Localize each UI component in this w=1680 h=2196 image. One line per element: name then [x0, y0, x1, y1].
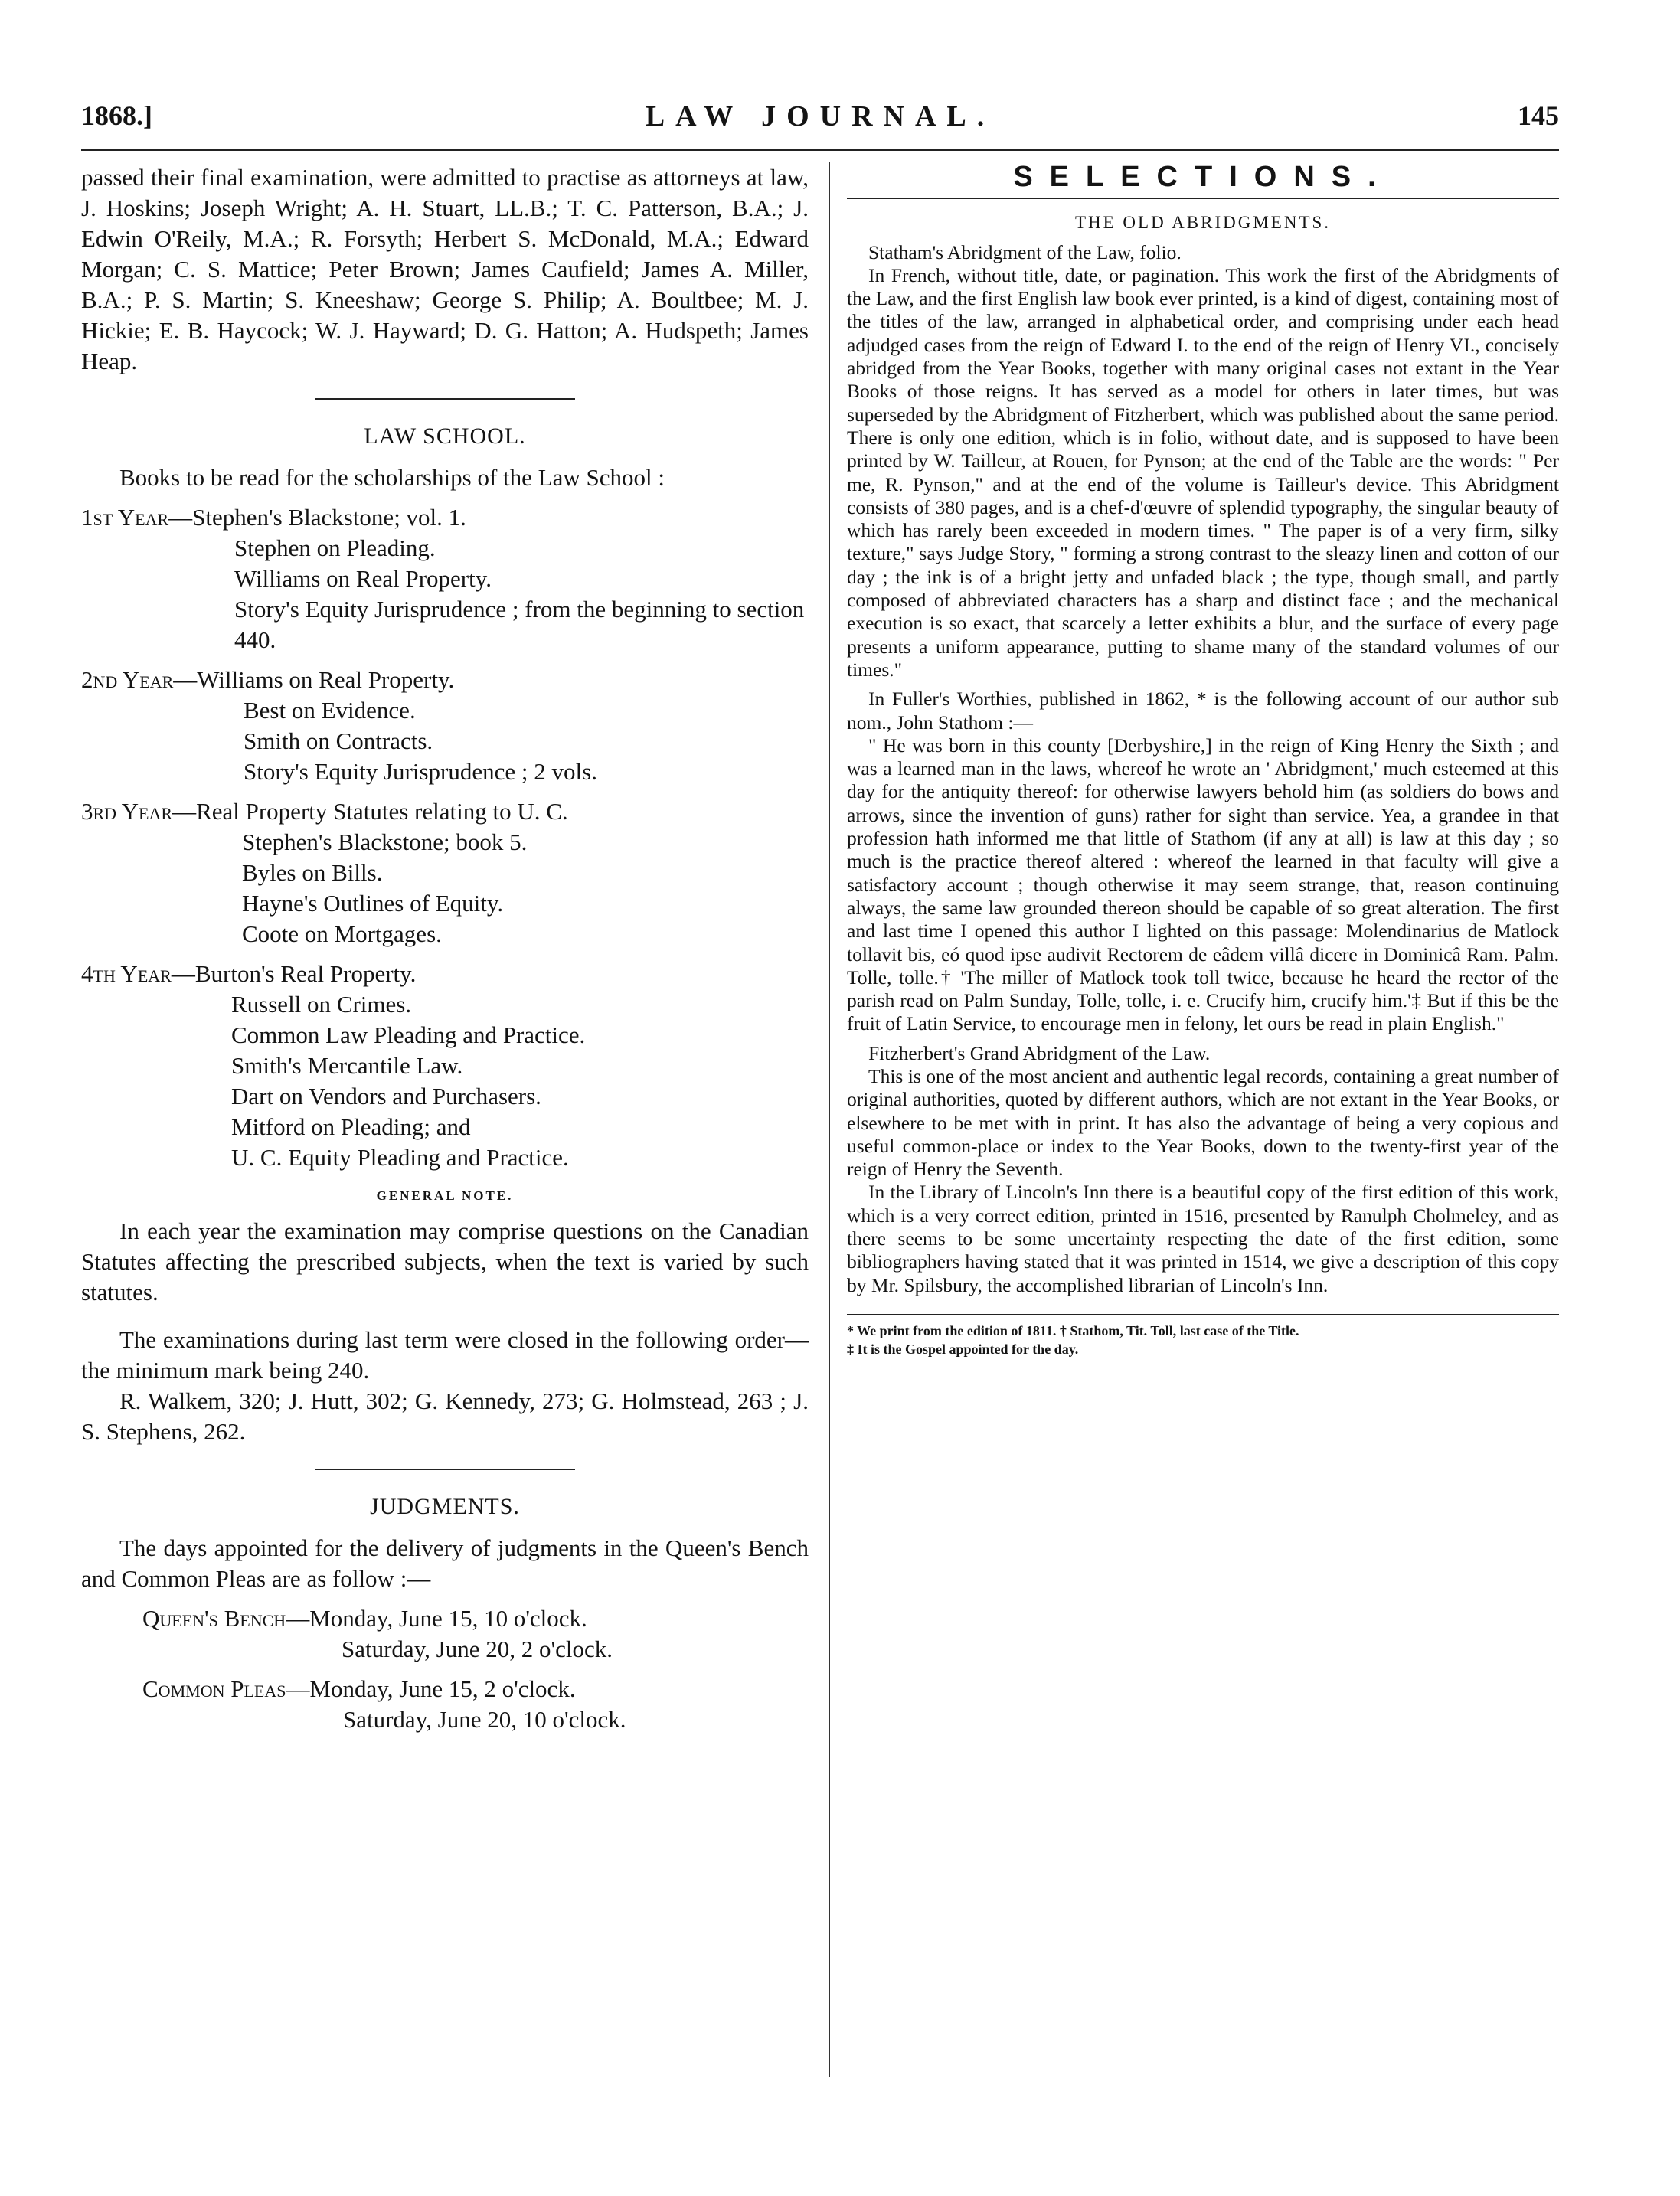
book-title: Common Law Pleading and Practice. — [231, 1021, 586, 1048]
book-title: —Stephen's Blackstone; vol. 1. — [168, 504, 466, 531]
journal-title: LAW JOURNAL. — [645, 100, 995, 132]
year-block-3 — [81, 796, 809, 949]
footnote: ‡ It is the Gospel appointed for the day. — [847, 1341, 1079, 1357]
year-label: 3rd Year — [81, 798, 173, 825]
common-pleas-line — [81, 1674, 809, 1704]
book-title: —Burton's Real Property. — [171, 960, 417, 987]
footnote-rule — [847, 1314, 1559, 1315]
examinations-text: The examinations during last term were closed in the following order—the minimum mark being 240. — [81, 1326, 809, 1384]
book-title: Stephen on Pleading. — [234, 534, 436, 561]
book-title: U. C. Equity Pleading and Practice. — [231, 1144, 569, 1171]
page — [81, 92, 1559, 1733]
book-title: —Real Property Statutes relating to U. C. — [172, 798, 568, 825]
selections-rule — [847, 198, 1559, 199]
year-label: 4th Year — [81, 960, 172, 987]
book-title: Smith's Mercantile Law. — [231, 1052, 463, 1079]
section-divider — [315, 1469, 575, 1470]
fitzherbert-heading: Fitzherbert's Grand Abridgment of the Law. — [868, 1041, 1211, 1064]
book-title: Story's Equity Jurisprudence ; from the beginning to section 440. — [234, 596, 805, 653]
judgments-intro: The days appointed for the delivery of judgments in the Queen's Bench and Common Pleas are as follow :— — [81, 1534, 809, 1592]
book-title: Story's Equity Jurisprudence ; 2 vols. — [244, 758, 597, 785]
book-title: Stephen's Blackstone; book 5. — [242, 828, 528, 855]
queens-bench-line — [81, 1603, 809, 1634]
law-school-intro: Books to be read for the scholarships of the Law School : — [119, 464, 665, 491]
examinations-results: R. Walkem, 320; J. Hutt, 302; G. Kennedy, 273; G. Holmstead, 263 ; J. S. Stephens, 262. — [81, 1387, 809, 1445]
court-label: Queen's Bench — [142, 1605, 286, 1632]
right-column — [847, 162, 1559, 1358]
year-block-4 — [81, 959, 809, 1173]
year-label: 1st Year — [81, 504, 169, 531]
law-school-title: LAW SCHOOL. — [364, 423, 526, 449]
year-block-2 — [81, 665, 809, 787]
fitzherbert-paragraph: This is one of the most ancient and authentic legal records, containing a great number of original authorities, quoted by different authors, which are not extant in the Year Books, or elsewhere to be met with in print. It has also the advantage of being a very copious and useful common-place or index to the Year Books, down to the twenty-first year of the reign of Henry the Seventh. — [847, 1064, 1559, 1181]
statham-heading: Statham's Abridgment of the Law, folio. — [868, 240, 1182, 263]
admitted-paragraph: passed their final examination, were admitted to practise as attorneys at law, J. Hoskins; Joseph Wright; A. H. Stuart, LL.B.; T. C. Patterson, B.A.; J. Edwin O'Reily, M.A.; R. Forsyth; Herbert S. McDonald, M.A.; Edward Morgan; C. S. Mattice; Peter Brown; James Caufield; James A. Miller, B.A.; P. S. Martin; S. Kneeshaw; George S. Philip; A. Boultbee; M. J. Hickie; E. B. Haycock; W. J. Hayward; D. G. Hatton; A. Hudspeth; James Heap. — [81, 164, 809, 374]
header-rule — [81, 149, 1559, 151]
general-note-text: In each year the examination may comprise questions on the Canadian Statutes affecting the prescribed subjects, when the text is varied by such statutes. — [81, 1217, 809, 1306]
court-date: Saturday, June 20, 10 o'clock. — [343, 1706, 626, 1733]
general-note-title: GENERAL NOTE. — [376, 1188, 514, 1203]
court-date: Saturday, June 20, 2 o'clock. — [342, 1636, 613, 1662]
fuller-paragraph: In Fuller's Worthies, published in 1862, * is the following account of our author sub nom., John Stathom :— — [847, 688, 1559, 734]
year-block-1 — [81, 502, 809, 655]
left-column — [81, 162, 809, 1735]
book-title: Mitford on Pleading; and — [231, 1113, 471, 1140]
selections-title: SELECTIONS. — [1013, 161, 1393, 193]
judgments-title: JUDGMENTS. — [370, 1494, 520, 1519]
old-abridgments-title: THE OLD ABRIDGMENTS. — [1074, 213, 1332, 233]
court-label: Common Pleas — [142, 1675, 286, 1702]
book-title: Smith on Contracts. — [244, 727, 433, 754]
footnotes — [847, 1322, 1559, 1358]
book-title: Best on Evidence. — [244, 697, 416, 724]
section-divider — [315, 398, 575, 400]
book-title: Williams on Real Property. — [234, 565, 492, 592]
lincolns-inn-paragraph: In the Library of Lincoln's Inn there is a beautiful copy of the first edition of this work, which is a very correct edition, printed in 1516, presented by Ranulph Cholmeley, and as there seems to be some uncertainty respecting the date of the first edition, some bibliographers having stated that it was printed in 1514, we give a description of this copy by Mr. Spilsbury, the accomplished librarian of Lincoln's Inn. — [847, 1181, 1559, 1296]
header-year: 1868.] — [81, 100, 152, 131]
column-divider — [829, 162, 830, 2077]
book-title: Dart on Vendors and Purchasers. — [231, 1083, 541, 1109]
statham-paragraph: In French, without title, date, or pagination. This work the first of the Abridgments of the Law, and the first English law book ever printed, is a kind of digest, containing most of the titles of the law, arranged in alphabetical order, and comprising under each head adjudged cases from the reign of Edward I. to the end of the reign of Henry VI., concisely abridged from the Year Books, together with many original cases not extant in the Year Books of those reigns. It has served as a model for others in later times, but was superseded by the Abridgment of Fitzherbert, which was published about the same period. There is only one edition, which is in folio, without date, and is supposed to have been printed by W. Tailleur, at Rouen, for Pynson; at the end of the Table are the words: " Per me, R. Pynson," and at the end of the volume is Tailleur's device. This Abridgment consists of 380 pages, and is a chef-d'œuvre of splendid typography, the singular beauty of which has rarely been exceeded in modern times. " The paper is of a very firm, silky texture," says Judge Story, " forming a strong contrast to the sleazy linen and cotton of our day ; the ink is of a bright jetty and unfaded black ; the type, though small, and partly composed of abbreviated characters has a sharp and distinct face ; and the mechanical execution is so exact, that scarcely a letter exhibits a blur, and the surface of every page presents a uniform appearance, putting to shame many of the standard volumes of our times." — [847, 263, 1559, 681]
book-title: Coote on Mortgages. — [242, 920, 442, 947]
year-label: 2nd Year — [81, 666, 174, 693]
book-title: Hayne's Outlines of Equity. — [242, 890, 504, 917]
book-title: —Williams on Real Property. — [173, 666, 455, 693]
book-title: Byles on Bills. — [242, 859, 383, 886]
page-number: 145 — [1518, 100, 1559, 131]
court-date: —Monday, June 15, 10 o'clock. — [286, 1605, 587, 1632]
running-header — [81, 92, 1559, 142]
book-title: Russell on Crimes. — [231, 991, 412, 1018]
fuller-quote: " He was born in this county [Derbyshire,] in the reign of King Henry the Sixth ; and was a learned man in the laws, whereof he wrote an ' Abridgment,' much esteemed at this day for the antiquity thereof: for otherwise lawyers behold him (as soldiers do bows and arrows, since the invention of guns) rather for sight than service. Yea, a grandee in that profession hath informed me that little of Stathom (if any at all) is law at this day ; so much is the practice thereof altered : whereof the learned in that faculty will give a satisfactory account ; though otherwise it may seem strange, that, reason continuing always, the same law grounded thereon should be capable of so great alteration. The first and last time I opened this author I lighted on this passage: Molendinarius de Matlock tollavit bis, eó quod ipse audivit Rectorem de eâdem villâ dicere in Dominicâ Ram. Palm. Tolle, tolle.† 'The miller of Matlock took toll twice, because he heard the rector of the parish read on Palm Sunday, Tolle, tolle, i. e. Crucify him, crucify him.'‡ But if this be the fruit of Latin Service, to encourage men in felony, let ours be read in plain English." — [847, 734, 1559, 1035]
court-date: —Monday, June 15, 2 o'clock. — [286, 1675, 576, 1702]
footnote: * We print from the edition of 1811. † Stathom, Tit. Toll, last case of the Title. — [847, 1322, 1299, 1338]
